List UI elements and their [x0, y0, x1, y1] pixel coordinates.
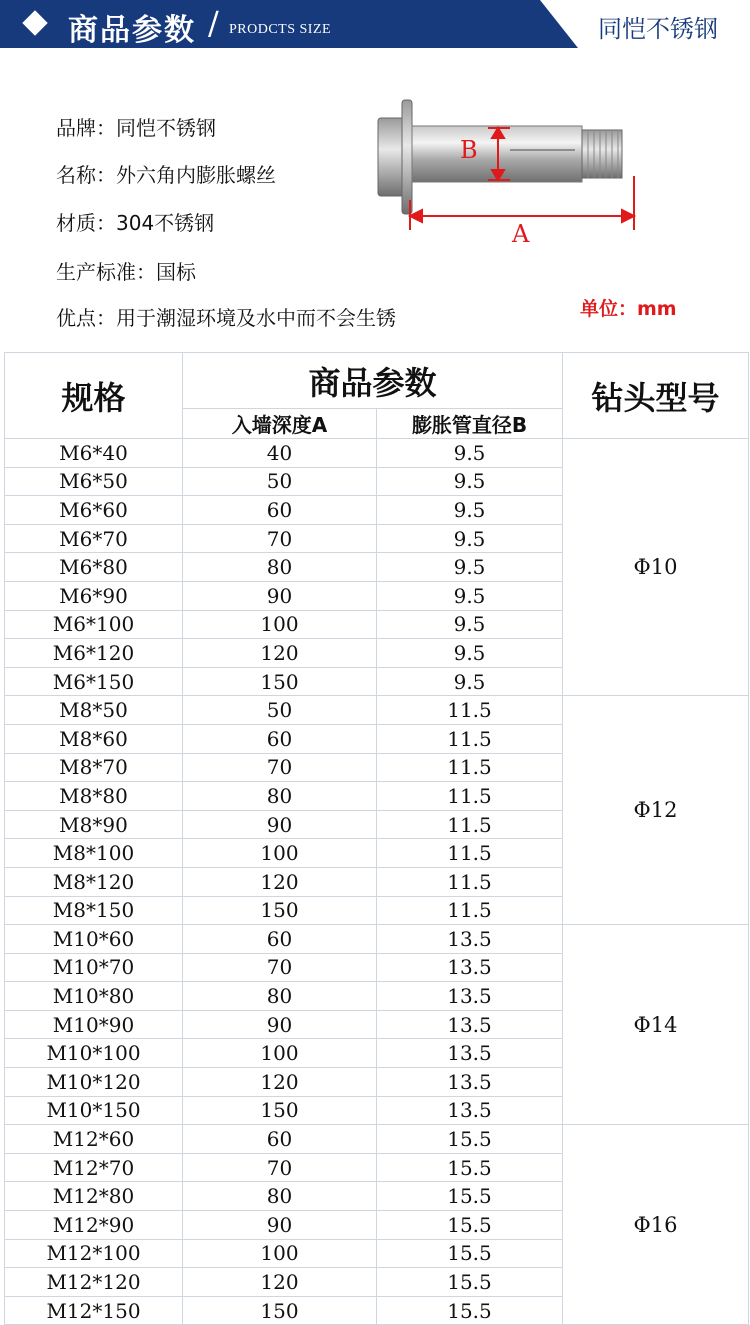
spec-cell: M8*120 — [5, 867, 183, 896]
title-slash: / — [208, 4, 219, 42]
depth-cell: 150 — [183, 896, 377, 925]
diameter-cell: 11.5 — [377, 724, 563, 753]
diameter-cell: 9.5 — [377, 467, 563, 496]
header-params: 商品参数 — [183, 353, 563, 409]
spec-cell: M10*80 — [5, 982, 183, 1011]
spec-cell: M6*150 — [5, 667, 183, 696]
diameter-cell: 9.5 — [377, 581, 563, 610]
diameter-cell: 13.5 — [377, 1068, 563, 1097]
depth-cell: 80 — [183, 1182, 377, 1211]
table-row — [5, 1125, 749, 1154]
depth-cell: 90 — [183, 810, 377, 839]
spec-cell: M8*50 — [5, 696, 183, 725]
spec-cell: M8*60 — [5, 724, 183, 753]
depth-cell: 120 — [183, 1068, 377, 1097]
dimension-label-a: A — [512, 220, 530, 248]
spec-cell: M6*60 — [5, 496, 183, 525]
drill-size-cell: Φ12 — [563, 696, 749, 925]
diameter-cell: 13.5 — [377, 1010, 563, 1039]
diameter-cell: 15.5 — [377, 1125, 563, 1154]
header-diameter: 膨胀管直径B — [377, 409, 563, 439]
depth-cell: 60 — [183, 724, 377, 753]
spec-cell: M12*80 — [5, 1182, 183, 1211]
spec-cell: M6*100 — [5, 610, 183, 639]
spec-cell: M12*70 — [5, 1153, 183, 1182]
diameter-cell: 15.5 — [377, 1153, 563, 1182]
spec-cell: M6*50 — [5, 467, 183, 496]
drill-size-cell: Φ16 — [563, 1125, 749, 1325]
spec-cell: M12*90 — [5, 1211, 183, 1240]
spec-cell: M8*100 — [5, 839, 183, 868]
drill-size-cell: Φ14 — [563, 925, 749, 1125]
spec-cell: M12*150 — [5, 1296, 183, 1325]
spec-cell: M6*120 — [5, 639, 183, 668]
depth-cell: 70 — [183, 753, 377, 782]
diameter-cell: 11.5 — [377, 753, 563, 782]
header-drill: 钻头型号 — [563, 353, 749, 439]
spec-table — [4, 352, 749, 1325]
diameter-cell: 9.5 — [377, 496, 563, 525]
depth-cell: 70 — [183, 953, 377, 982]
diameter-cell: 9.5 — [377, 553, 563, 582]
diameter-cell: 11.5 — [377, 696, 563, 725]
spec-cell: M6*70 — [5, 524, 183, 553]
depth-cell: 150 — [183, 1296, 377, 1325]
diameter-cell: 9.5 — [377, 439, 563, 468]
depth-cell: 120 — [183, 867, 377, 896]
depth-cell: 150 — [183, 667, 377, 696]
spec-cell: M8*150 — [5, 896, 183, 925]
diameter-cell: 11.5 — [377, 782, 563, 811]
diameter-cell: 13.5 — [377, 953, 563, 982]
depth-cell: 120 — [183, 639, 377, 668]
depth-cell: 60 — [183, 1125, 377, 1154]
spec-cell: M8*70 — [5, 753, 183, 782]
diameter-cell: 15.5 — [377, 1239, 563, 1268]
diameter-cell: 15.5 — [377, 1268, 563, 1297]
section-subtitle: PRODCTS SIZE — [229, 22, 332, 37]
spec-cell: M12*120 — [5, 1268, 183, 1297]
header-spec: 规格 — [5, 353, 183, 439]
depth-cell: 100 — [183, 610, 377, 639]
table-row — [5, 696, 749, 725]
spec-cell: M10*100 — [5, 1039, 183, 1068]
diameter-cell: 15.5 — [377, 1182, 563, 1211]
spec-table-body — [5, 439, 749, 1325]
diameter-cell: 9.5 — [377, 667, 563, 696]
spec-cell: M10*90 — [5, 1010, 183, 1039]
spec-cell: M10*150 — [5, 1096, 183, 1125]
drill-size-cell: Φ10 — [563, 439, 749, 696]
depth-cell: 150 — [183, 1096, 377, 1125]
diameter-cell: 9.5 — [377, 524, 563, 553]
spec-cell: M8*80 — [5, 782, 183, 811]
info-standard: 生产标准：国标 — [56, 260, 196, 284]
depth-cell: 70 — [183, 1153, 377, 1182]
diameter-cell: 9.5 — [377, 610, 563, 639]
depth-cell: 80 — [183, 982, 377, 1011]
unit-label: 单位：mm — [580, 298, 677, 320]
spec-cell: M6*80 — [5, 553, 183, 582]
depth-cell: 80 — [183, 553, 377, 582]
diameter-cell: 13.5 — [377, 925, 563, 954]
spec-cell: M10*70 — [5, 953, 183, 982]
brand-name: 同恺不锈钢 — [598, 15, 718, 43]
diameter-cell: 13.5 — [377, 1039, 563, 1068]
header-depth: 入墙深度A — [183, 409, 377, 439]
spec-cell: M6*90 — [5, 581, 183, 610]
info-material: 材质：304不锈钢 — [56, 211, 215, 235]
depth-cell: 90 — [183, 1010, 377, 1039]
info-brand: 品牌：同恺不锈钢 — [56, 116, 216, 140]
spec-cell: M6*40 — [5, 439, 183, 468]
table-row — [5, 439, 749, 468]
diameter-cell: 11.5 — [377, 896, 563, 925]
depth-cell: 100 — [183, 1239, 377, 1268]
depth-cell: 70 — [183, 524, 377, 553]
spec-cell: M10*120 — [5, 1068, 183, 1097]
depth-cell: 100 — [183, 1039, 377, 1068]
info-advantage: 优点：用于潮湿环境及水中而不会生锈 — [56, 306, 396, 330]
spec-cell: M12*60 — [5, 1125, 183, 1154]
section-title: 商品参数 — [68, 13, 196, 48]
diameter-cell: 13.5 — [377, 982, 563, 1011]
diameter-cell: 15.5 — [377, 1296, 563, 1325]
header-banner — [0, 0, 750, 48]
table-row — [5, 925, 749, 954]
info-name: 名称：外六角内膨胀螺丝 — [56, 163, 276, 187]
diameter-cell: 13.5 — [377, 1096, 563, 1125]
depth-cell: 80 — [183, 782, 377, 811]
depth-cell: 100 — [183, 839, 377, 868]
product-image — [360, 80, 690, 280]
depth-cell: 90 — [183, 1211, 377, 1240]
diameter-cell: 11.5 — [377, 839, 563, 868]
depth-cell: 60 — [183, 925, 377, 954]
dimension-label-b: B — [460, 136, 478, 164]
spec-cell: M12*100 — [5, 1239, 183, 1268]
diameter-cell: 15.5 — [377, 1211, 563, 1240]
diameter-cell: 9.5 — [377, 639, 563, 668]
spec-cell: M8*90 — [5, 810, 183, 839]
spec-cell: M10*60 — [5, 925, 183, 954]
diameter-cell: 11.5 — [377, 810, 563, 839]
depth-cell: 120 — [183, 1268, 377, 1297]
diameter-cell: 11.5 — [377, 867, 563, 896]
depth-cell: 40 — [183, 439, 377, 468]
depth-cell: 90 — [183, 581, 377, 610]
depth-cell: 50 — [183, 696, 377, 725]
depth-cell: 60 — [183, 496, 377, 525]
depth-cell: 50 — [183, 467, 377, 496]
